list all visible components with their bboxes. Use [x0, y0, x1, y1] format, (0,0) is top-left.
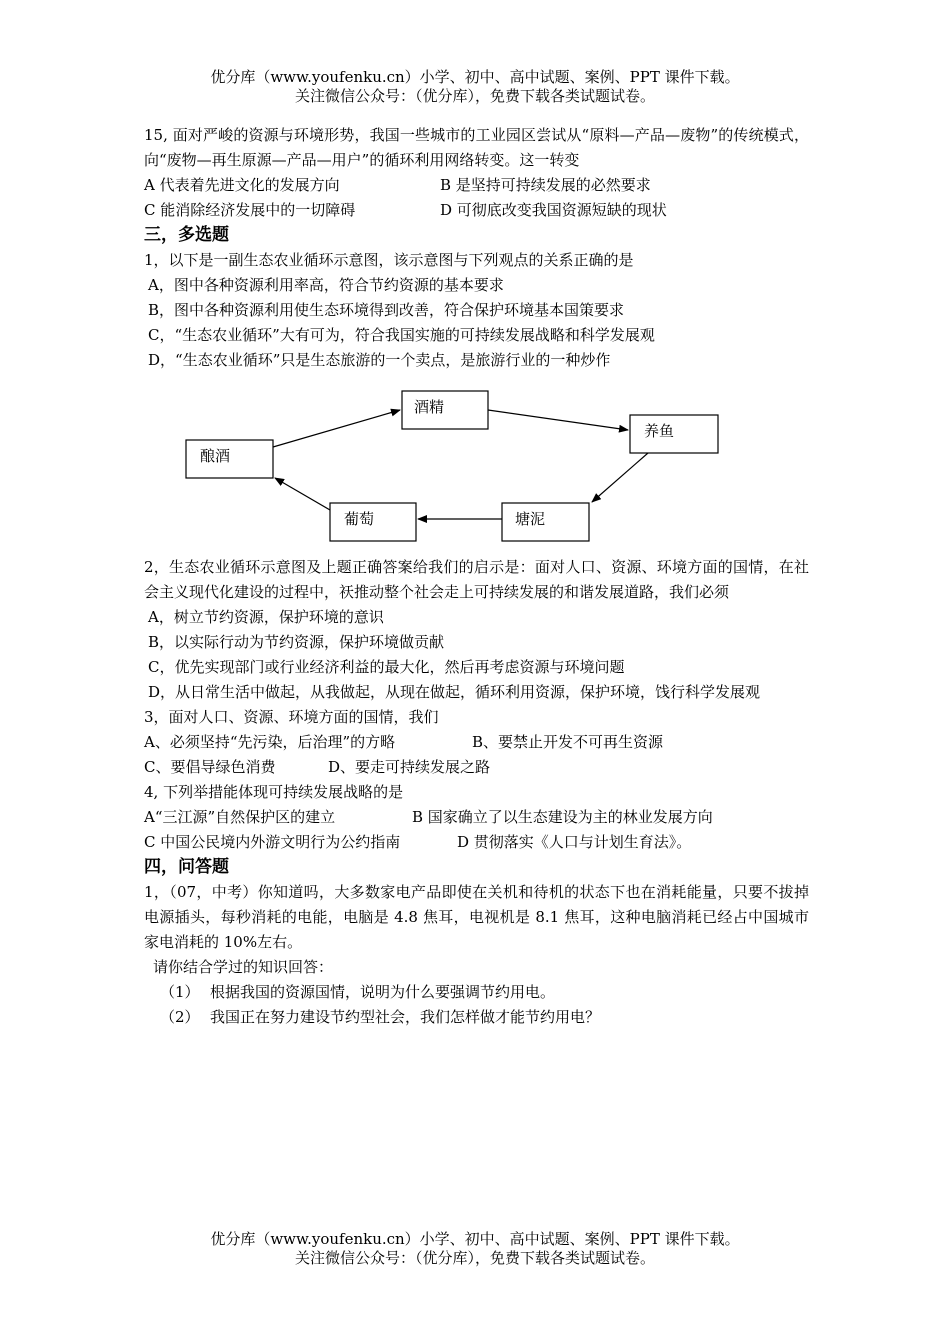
- node-jiujing-label: 酒精: [414, 398, 445, 416]
- s3-q4-option-c: C 中国公民境内外游文明行为公约指南: [144, 833, 401, 851]
- section-3-title: 三，多选题: [144, 225, 229, 245]
- document-body: [144, 123, 809, 1030]
- s3-q4-options-row-1: [144, 805, 809, 830]
- q15-option-c: C 能消除经济发展中的一切障碍: [144, 201, 356, 219]
- s4-q1-sub-2-text: 我国正在努力建设节约型社会，我们怎样做才能节约用电？: [210, 1008, 601, 1026]
- node-niangjiu-label: 酿酒: [200, 447, 231, 465]
- arrow-yangyu-to-tangni: [592, 453, 648, 502]
- q15-option-d: D 可彻底改变我国资源短缺的现状: [440, 201, 667, 219]
- s4-q1-prompt: 请你结合学过的知识回答：: [153, 958, 334, 976]
- page-header: [0, 68, 950, 106]
- node-tangni-label: 塘泥: [515, 510, 546, 528]
- s4-q1-sub-1-text: 根据我国的资源国情，说明为什么要强调节约用电。: [210, 983, 556, 1001]
- s3-q3-option-c: C、要倡导绿色消费: [144, 758, 276, 776]
- arrow-jiujing-to-yangyu: [488, 410, 628, 430]
- q15-options-row-2: [144, 198, 809, 223]
- s3-q4-options-row-2: [144, 830, 809, 855]
- s3-q3-options-row-1: [144, 730, 809, 755]
- section-4-title: 四，问答题: [144, 857, 229, 877]
- arrow-putao-to-niangjiu: [275, 478, 330, 510]
- s3-q3-option-b: B、要禁止开发不可再生资源: [472, 733, 664, 751]
- s4-q1-stem: 1，（07，中考）你知道吗，大多数家电产品即使在关机和待机的状态下也在消耗能量，只要不拔掉电源插头，每秒消耗的电能，电脑是 4.8 焦耳，电视机是 8.1 焦耳，这种电脑消耗已经占中国城市家电消耗的 10%左右。: [144, 883, 809, 951]
- s3-q3-option-a: A、必须坚持“先污染，后治理”的方略: [144, 733, 396, 751]
- page-footer: [0, 1230, 950, 1268]
- s3-q1-option-a: A，图中各种资源利用率高，符合节约资源的基本要求: [148, 276, 504, 294]
- s3-q1-stem: 1，以下是一副生态农业循环示意图，该示意图与下列观点的关系正确的是: [144, 251, 634, 269]
- s3-q3-option-d: D、要走可持续发展之路: [328, 758, 491, 776]
- s3-q4-option-b: B 国家确立了以生态建设为主的林业发展方向: [412, 808, 713, 826]
- node-yangyu-label: 养鱼: [644, 422, 675, 440]
- q15-option-b: B 是坚持可持续发展的必然要求: [440, 176, 651, 194]
- s3-q2-option-b: B，以实际行动为节约资源，保护环境做贡献: [148, 633, 445, 651]
- q15-option-a: A 代表着先进文化的发展方向: [144, 176, 340, 194]
- s3-q1-option-d: D，“生态农业循环”只是生态旅游的一个卖点，是旅游行业的一种炒作: [148, 351, 611, 369]
- s3-q2-stem: 2，生态农业循环示意图及上题正确答案给我们的启示是：面对人口、资源、环境方面的国情，在社会主义现代化建设的过程中，祆推动整个社会走上可持续发展的和谐发展道路，我们必须: [144, 558, 809, 601]
- s3-q1-option-c: C，“生态农业循环”大有可为，符合我国实施的可持续发展战略和科学发展观: [148, 326, 655, 344]
- s4-q1-sub-2-number: （2）: [160, 1008, 200, 1026]
- node-tangni: [502, 503, 589, 541]
- header-line-2: 关注微信公众号：（优分库），免费下载各类试题试卷。: [294, 87, 655, 105]
- eco-cycle-diagram: [144, 379, 809, 549]
- footer-line-2: 关注微信公众号：（优分库），免费下载各类试题试卷。: [294, 1249, 655, 1267]
- s3-q1-option-b: B，图中各种资源利用使生态环境得到改善，符合保护环境基本国策要求: [148, 301, 625, 319]
- header-line-1: 优分库（www.youfenku.cn）小学、初中、高中试题、案例、PPT 课件下载。: [210, 68, 740, 86]
- s3-q3-options-row-2: [144, 755, 809, 780]
- s3-q4-option-a: A“三江源”自然保护区的建立: [144, 808, 336, 826]
- s3-q2-option-a: A，树立节约资源，保护环境的意识: [148, 608, 384, 626]
- node-putao: [330, 503, 416, 541]
- s4-q1-sub-2: [144, 1005, 809, 1030]
- node-yangyu: [630, 415, 718, 453]
- s3-q3-stem: 3，面对人口、资源、环境方面的国情，我们: [144, 708, 439, 726]
- node-putao-label: 葡萄: [344, 510, 375, 528]
- s3-q2-option-d: D，从日常生活中做起，从我做起，从现在做起，循环利用资源，保护环境，饯行科学发展观: [148, 683, 761, 701]
- arrow-niangjiu-to-jiujing: [273, 410, 400, 447]
- s3-q4-stem: 4, 下列举措能体现可持续发展战略的是: [144, 783, 404, 801]
- node-jiujing: [402, 391, 488, 429]
- s3-q4-option-d: D 贯彻落实《人口与计划生育法》。: [457, 833, 692, 851]
- node-niangjiu: [186, 440, 273, 478]
- s4-q1-sub-1-number: （1）: [160, 983, 200, 1001]
- q15-options-row-1: [144, 173, 809, 198]
- footer-line-1: 优分库（www.youfenku.cn）小学、初中、高中试题、案例、PPT 课件下载。: [210, 1230, 740, 1248]
- s3-q2-option-c: C，优先实现部门或行业经济利益的最大化，然后再考虑资源与环境问题: [148, 658, 625, 676]
- s4-q1-sub-1: [144, 980, 809, 1005]
- q15-stem: 15, 面对严峻的资源与环境形势，我国一些城市的工业园区尝试从“原料—产品—废物”的传统模式，向“废物—再生原源—产品—用户”的循环利用网络转变。这一转变: [144, 126, 809, 169]
